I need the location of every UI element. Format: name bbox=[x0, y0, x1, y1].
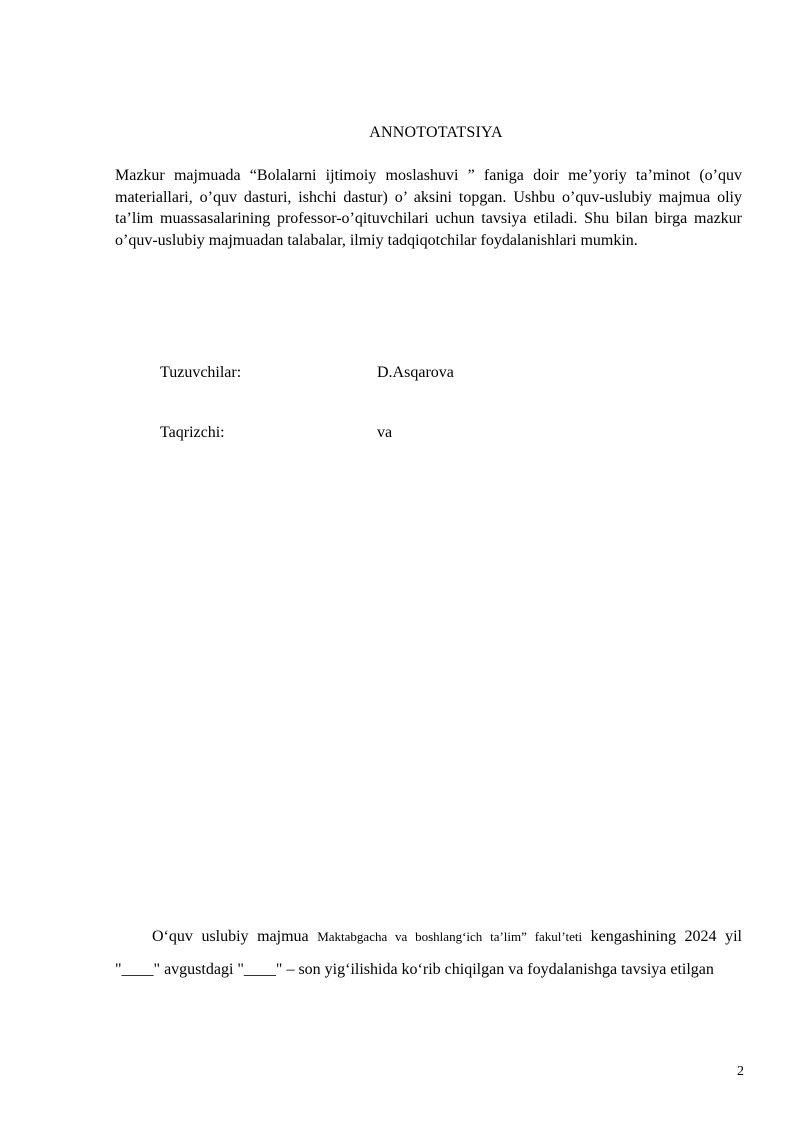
approval-text-end: kengashining 2024 yil "____" avgustdagi "____" – son yig‘ilishida ko‘rib chiqilgan va foydalanishga tavsiya etilgan bbox=[115, 928, 743, 978]
page-title: ANNOTOTATSIYA bbox=[369, 124, 503, 141]
approval-text-start: O‘quv uslubiy majmua bbox=[152, 928, 318, 945]
faculty-name: Maktabgacha va boshlang‘ich ta’lim” fakul’teti bbox=[317, 929, 583, 944]
reviewer-label: Taqrizchi: bbox=[160, 424, 225, 441]
abstract-paragraph: Mazkur majmuada “Bolalarni ijtimoiy moslashuvi ” faniga doir me’yoriy ta’minot (o’quv materiallari, o’quv dasturi, ishchi dastur) o’ aksini topgan. Ushbu o’quv-uslubiy majmua oliy ta’lim muassasalarining professor-o’qituvchilari uchun tavsiya etiladi. Shu bilan birga mazkur o’quv-uslubiy majmuadan talabalar, ilmiy tadqiqotchilar foydalanishlari mumkin. bbox=[115, 167, 742, 249]
compilers-label: Tuzuvchilar: bbox=[160, 364, 242, 381]
approval-paragraph bbox=[115, 921, 742, 986]
reviewer-value: va bbox=[377, 424, 393, 441]
compilers-value: D.Asqarova bbox=[377, 364, 454, 381]
page-number: 2 bbox=[737, 1064, 744, 1079]
